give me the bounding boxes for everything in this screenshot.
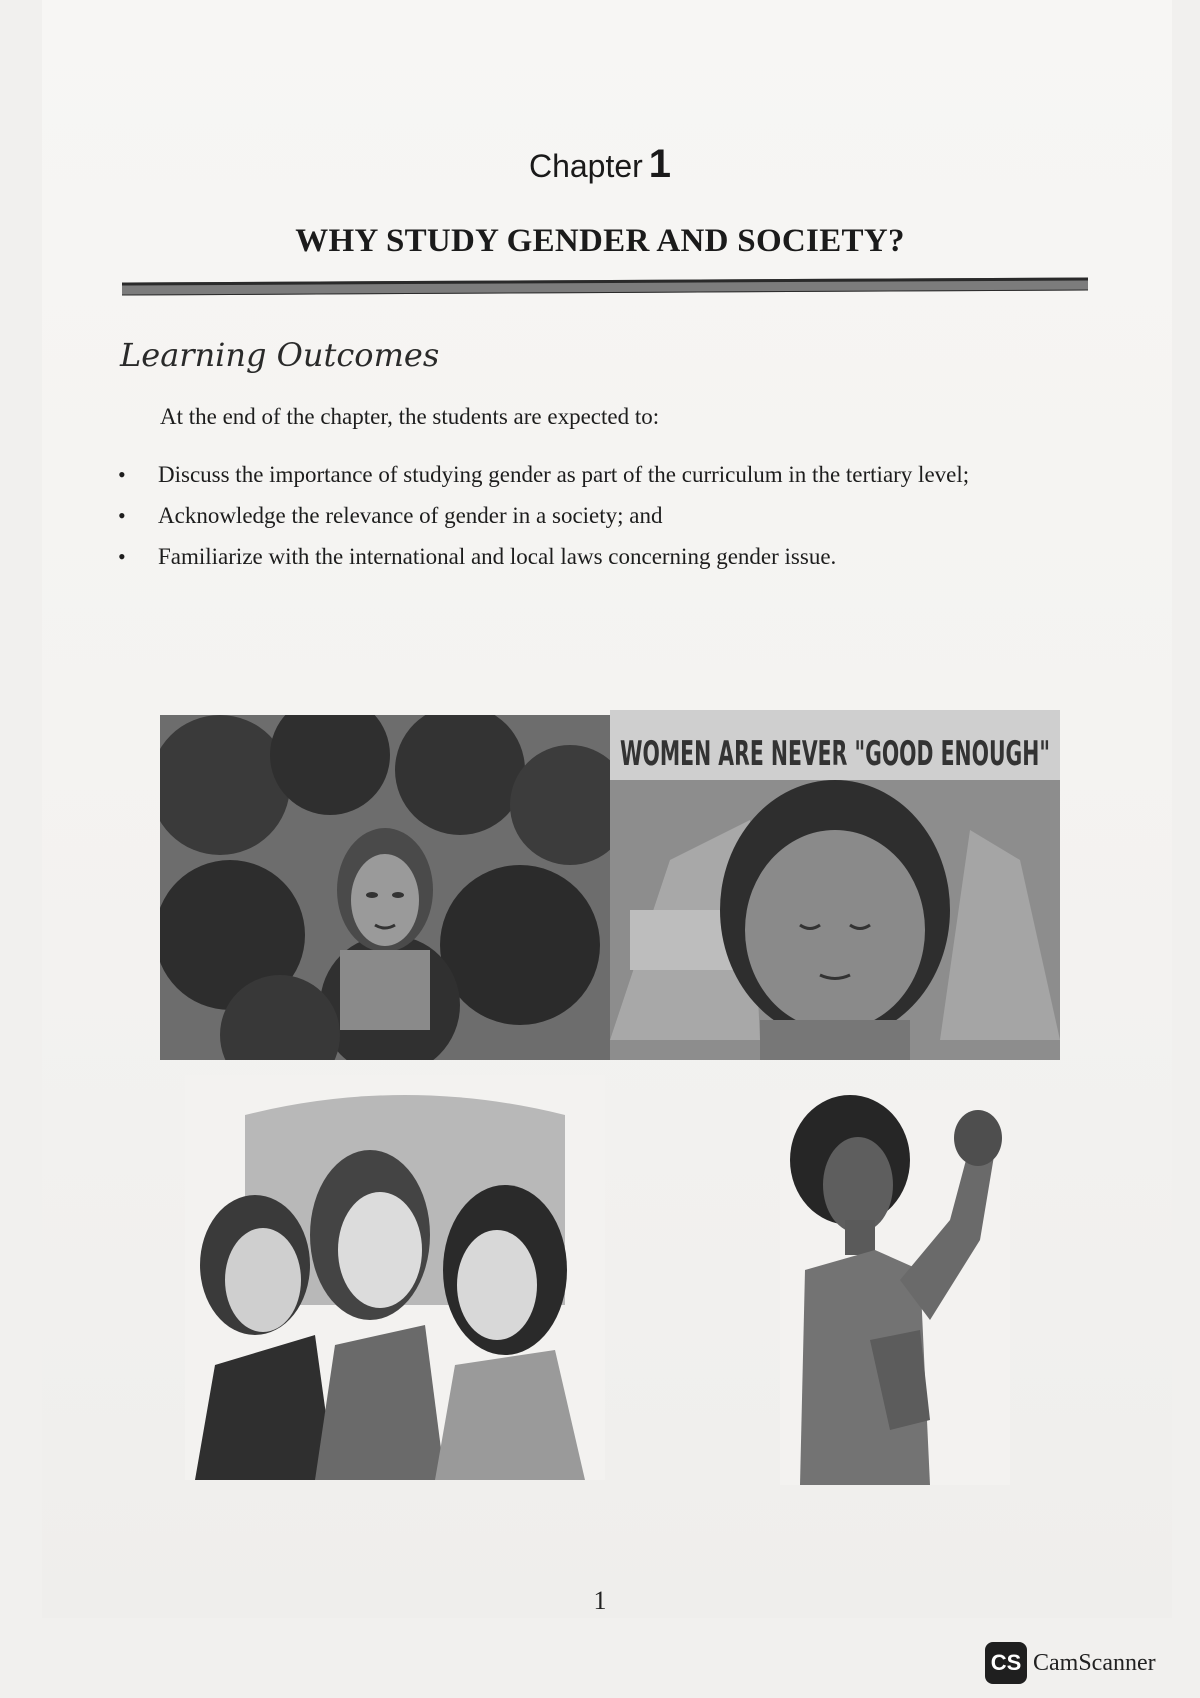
camscanner-name: CamScanner <box>1033 1649 1156 1676</box>
chapter-label: Chapter 1 <box>528 142 672 186</box>
poster-illustration <box>610 710 1060 1060</box>
bullet-icon: • <box>118 503 126 528</box>
camscanner-logo-icon: CS <box>985 1642 1027 1684</box>
learning-outcomes-intro: At the end of the chapter, the students are expected to: <box>160 404 660 429</box>
bullet-icon: • <box>118 462 126 487</box>
poster-text: WOMEN ARE NEVER "GOOD ENOUGH" <box>620 734 1050 774</box>
chapter-title: WHY STUDY GENDER AND SOCIETY? <box>295 223 905 259</box>
learning-outcomes-heading: Learning Outcomes <box>120 336 440 374</box>
crowd-illustration <box>160 715 610 1060</box>
list-item: • Acknowledge the relevance of gender in a society; and <box>110 499 1100 533</box>
bullet-icon: • <box>118 544 126 569</box>
raised-fist-illustration <box>780 1090 1010 1485</box>
list-item: • Discuss the importance of studying gender as part of the curriculum in the tertiary level; <box>110 458 1100 492</box>
camscanner-watermark <box>985 1642 1156 1684</box>
friends-illustration <box>185 1075 605 1480</box>
chapter-number: 1 <box>648 142 672 186</box>
list-item: • Familiarize with the international and local laws concerning gender issue. <box>110 540 1100 574</box>
page-number: 1 <box>593 1586 607 1615</box>
learning-outcomes-list <box>110 458 1100 581</box>
